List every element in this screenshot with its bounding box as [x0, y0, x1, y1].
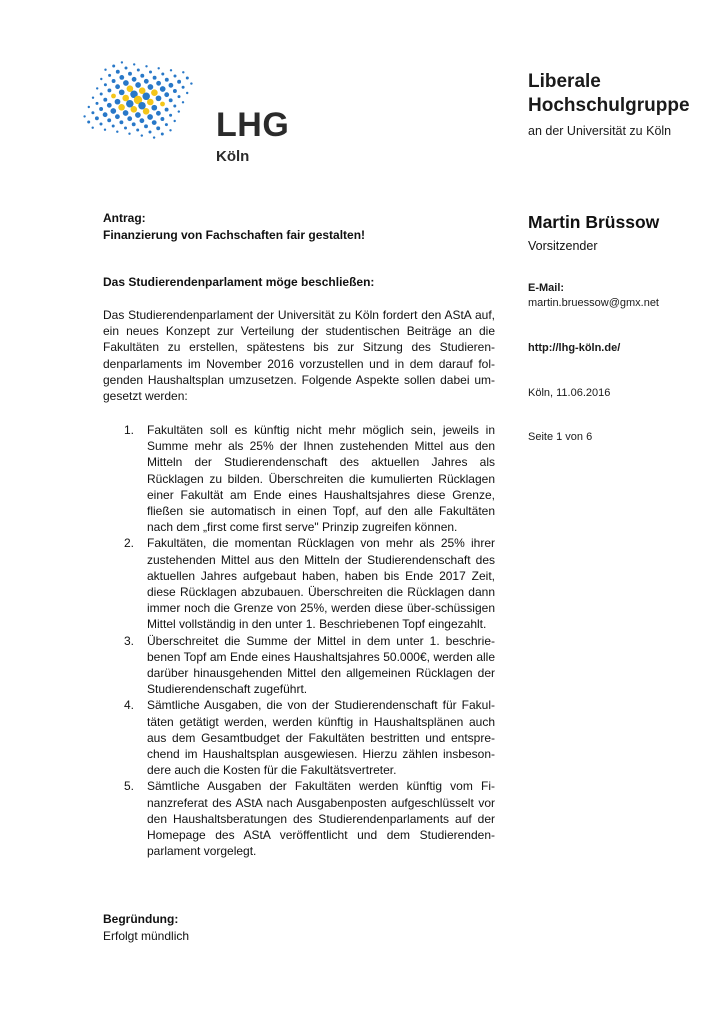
- logo-dot: [127, 116, 132, 121]
- logo-dot: [88, 106, 90, 108]
- logo-dot: [178, 110, 180, 112]
- logo-dot: [128, 72, 132, 76]
- logo-dot: [111, 94, 116, 99]
- logo-dot: [100, 78, 102, 80]
- logo-dot: [132, 77, 137, 82]
- logo-dot: [161, 73, 164, 76]
- item-text: Sämtliche Ausgaben, die von der Studierendenschaft für Fakul-täten getätigt werden, werden künftig in Haushaltsplänen auch aus dem Gesamtbudget der Fakultäten bestritten und entspre-chend im Haushaltsplan ausgewiesen. Hierzu zählen insbeson-dere auch die Kosten für die Fakultätsvertreter.: [147, 698, 495, 778]
- logo-dot: [160, 102, 165, 107]
- resolution-heading: Das Studierendenparlament möge beschließen:: [103, 275, 375, 289]
- logo-name: LHG: [216, 106, 290, 144]
- logo-dot: [147, 114, 153, 120]
- logo-dot: [186, 77, 189, 80]
- logo-dot: [158, 67, 160, 69]
- sender-role: Vorsitzender: [528, 239, 598, 253]
- item-number: 5.: [124, 779, 135, 794]
- logo-dot: [108, 74, 111, 77]
- lhg-logo: [66, 40, 290, 176]
- org-title-line2: Hochschulgruppe: [528, 95, 690, 116]
- logo-dot: [156, 111, 161, 116]
- logo-dot: [144, 124, 148, 128]
- logo-dot: [173, 89, 177, 93]
- logo-dot: [107, 118, 111, 122]
- logo-dot: [147, 99, 154, 106]
- logo-dot: [107, 88, 111, 92]
- logo-dot: [160, 117, 164, 121]
- logo-city: Köln: [216, 148, 250, 165]
- item-text: Fakultäten soll es künftig nicht mehr möglich sein, jeweils in Summe mehr als 25% der Ihnen zustehenden Mittel aus den Mitteln der Studierendenschaft des aktuellen Jahres als Rücklagen zu bilden. Überschreiten die kumulierten Rücklagen einer Fakultät am Ende eines Haushaltsjahres diese Grenze, fließen sie automatisch in einen Topf, auf den alle Fakultäten nach dem „first come first serve" Prinzip zugreifen können.: [147, 423, 495, 535]
- logo-dot: [112, 125, 115, 128]
- logo-dot: [169, 129, 171, 131]
- logo-dot: [152, 120, 157, 125]
- logo-dot: [103, 112, 108, 117]
- logo-dot: [174, 120, 176, 122]
- logo-dot: [91, 111, 94, 114]
- logo-dot: [148, 84, 154, 90]
- logo-dot: [140, 74, 144, 78]
- item-number: 4.: [124, 698, 135, 713]
- logo-dot: [99, 107, 103, 111]
- logo-dot: [151, 89, 158, 96]
- logo-dot: [133, 63, 135, 65]
- email-label: E-Mail:: [528, 282, 565, 294]
- logo-dot: [123, 80, 129, 86]
- logo-dot: [104, 129, 106, 131]
- email-link[interactable]: martin.bruessow@gmx.net: [528, 297, 659, 309]
- item-number: 3.: [124, 633, 135, 648]
- logo-dot: [165, 123, 168, 126]
- item-number: 2.: [124, 536, 135, 551]
- logo-dot: [169, 114, 172, 117]
- logo-dot: [156, 81, 161, 86]
- logo-dot: [96, 87, 98, 89]
- logo-dot: [131, 106, 138, 113]
- document-date: Köln, 11.06.2016: [528, 387, 611, 399]
- logo-dot: [138, 102, 146, 110]
- logo-dot: [143, 108, 150, 115]
- logo-dot: [92, 97, 94, 99]
- list-item: [103, 535, 495, 632]
- logo-dot: [100, 93, 103, 96]
- list-item: [103, 422, 495, 535]
- logo-dot: [149, 71, 152, 74]
- reason-heading: Begründung:: [103, 912, 179, 926]
- logo-dot: [95, 116, 99, 120]
- logo-dot: [156, 95, 162, 101]
- logo-dot: [173, 105, 176, 108]
- logo-dot: [142, 93, 150, 101]
- motion-label: Antrag:: [103, 211, 146, 225]
- logo-dot: [112, 65, 115, 68]
- logo-dot: [153, 76, 157, 80]
- logo-dot: [115, 84, 120, 89]
- website-link[interactable]: http://lhg-köln.de/: [528, 342, 621, 354]
- logo-dot: [160, 86, 166, 92]
- logo-dot: [103, 98, 107, 102]
- logo-dot: [118, 104, 125, 111]
- logo-dot: [170, 69, 172, 71]
- item-text: Fakultäten, die momentan Rücklagen von mehr als 25% ihrer zustehenden Mittel aus den Mitteln der Studierendenschaft des aktuellen Jahres aufgebaut haben, haben bis Ende 2017 Zeit, diese Rücklagen abzubauen. Überschreiten die Rücklagen dann immer noch die Grenze von 25%, werden diese über-schüssigen Mittel vollständig in den unter 1. Beschriebenen Topf eingezahlt.: [147, 536, 495, 632]
- org-title-line1: Liberale: [528, 71, 601, 92]
- logo-dot: [174, 75, 177, 78]
- motion-items-list: [103, 422, 495, 859]
- motion-intro: Das Studierendenparlament der Universität zu Köln fordert den AStA auf, ein neues Konzept zur Verteilung der studentischen Beiträge an die Fakultäten zu erstellen, spätestens bis zur Sitzung des Studieren-denparlaments im November 2016 vorzustellen und in dem darauf fol-genden Haushaltsplan umzusetzen. Folgende Aspekte sollen dabei um-gesetzt werden:: [103, 308, 495, 404]
- sender-name: Martin Brüssow: [528, 212, 660, 232]
- logo-dot: [123, 110, 129, 116]
- logo-dot: [182, 86, 185, 89]
- logo-dot: [87, 121, 90, 124]
- logo-dot: [177, 80, 181, 84]
- logo-dot: [104, 83, 107, 86]
- logo-dot: [169, 83, 174, 88]
- logo-dot: [178, 95, 181, 98]
- item-number: 1.: [124, 423, 135, 437]
- logo-dot: [151, 105, 157, 111]
- logo-dot: [116, 131, 118, 133]
- logo-dot: [164, 92, 169, 97]
- logo-dot: [186, 92, 188, 94]
- logo-dot: [119, 120, 123, 124]
- logo-dot: [115, 99, 121, 105]
- organization-block: [528, 70, 708, 138]
- logo-dot: [122, 95, 129, 102]
- logo-dot: [125, 67, 128, 70]
- logo-dot: [144, 79, 149, 84]
- logo-dot: [135, 112, 141, 118]
- logo-dot: [128, 133, 130, 135]
- item-text: Überschreitet die Summe der Mittel in dem unter 1. beschrie-benen Topf am Ende eines Haushaltsjahres 50.000€, werden alle darüber hinausgehenden Mittel den allgemeinen Rücklagen der Studierendenschaft zugeführt.: [147, 633, 495, 697]
- page-number: Seite 1 von 6: [528, 431, 593, 443]
- logo-dot: [112, 79, 116, 83]
- logo-dot: [182, 101, 184, 103]
- logo-dot: [121, 61, 123, 63]
- logo-dot: [161, 133, 164, 136]
- logo-dot: [115, 114, 120, 119]
- logo-dot: [149, 131, 152, 134]
- logo-dot: [132, 122, 136, 126]
- sender-block: [528, 212, 708, 253]
- list-item: [103, 633, 495, 698]
- logo-dot: [100, 123, 103, 126]
- logo-dot: [169, 98, 173, 102]
- reason-text: Erfolgt mündlich: [103, 929, 190, 943]
- logo-dot: [140, 118, 145, 123]
- logo-dot: [135, 82, 141, 88]
- logo-dot: [137, 69, 140, 72]
- logo-dot: [96, 102, 99, 105]
- logo-dot: [165, 78, 169, 82]
- item-text: Sämtliche Ausgaben der Fakultäten werden künftig vom Fi-nanzreferat des AStA nach Ausgabenposten aufgeschlüsselt vor den Haushaltsberatungen des Studierendenparlaments auf der Homepage des AStA veröffentlicht und dem Studierenden-parlament vorgelegt.: [147, 779, 495, 859]
- logo-dot: [145, 65, 147, 67]
- logo-dot: [153, 136, 155, 138]
- list-item: [103, 697, 495, 778]
- logo-dot: [141, 134, 143, 136]
- motion-title: Finanzierung von Fachschaften fair gestalten!: [103, 228, 366, 242]
- logo-dot: [110, 108, 116, 114]
- logo-dot: [182, 71, 184, 73]
- logo-dot: [119, 89, 125, 95]
- logo-dot: [104, 69, 106, 71]
- logo-dot: [165, 108, 169, 112]
- org-subtitle: an der Universität zu Köln: [528, 124, 672, 138]
- logo-dot: [83, 115, 85, 117]
- logo-dot: [136, 129, 139, 132]
- logo-dot: [92, 127, 94, 129]
- list-item: [103, 778, 495, 859]
- logo-dot: [107, 103, 112, 108]
- logo-dot: [124, 127, 127, 130]
- logo-dot: [119, 75, 124, 80]
- logo-dot: [116, 70, 120, 74]
- logo-dot: [156, 126, 160, 130]
- logo-dot: [190, 82, 192, 84]
